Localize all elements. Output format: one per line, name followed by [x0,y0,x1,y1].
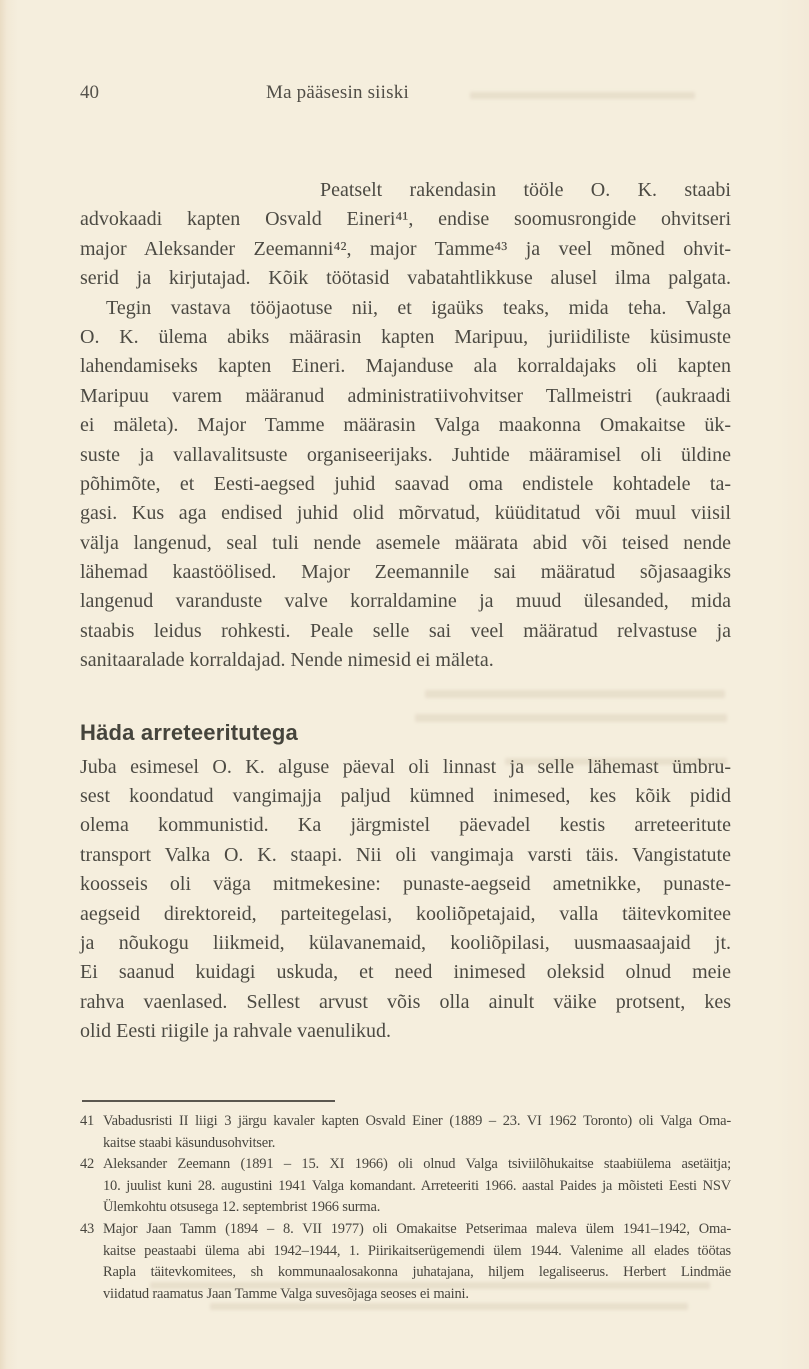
text-line: Tegin vastava tööjaotuse nii, et igaüks teaks, mida teha. Valga [106,296,731,319]
text-line: viidatud raamatus Jaan Tamme Valga suvesõjaga seoses ei maini. [103,1285,469,1302]
text-line: Rapla täitevkomitees, sh kommunaalosakonna juhatajana, hiljem legaliseerus. Herbert Lindmäe [103,1264,731,1281]
text-line: staabis leidus rohkesti. Peale selle sai veel määratud relvastuse ja [80,619,731,642]
page-number: 40 [80,82,99,103]
text-line: 10. juulist kuni 28. augustini 1941 Valga komandant. Arreteeriti 1966. aastal Paides ja mõisteti Eesti NSV [103,1177,731,1194]
text-line: kaitse peastaabi ülema abi 1942–1944, 1. Piirikaitserügemendi ülem 1944. Valenime all elades töötas [103,1242,731,1259]
paragraph-work-division [80,294,731,676]
text-line: Major Jaan Tamm (1894 – 8. VII 1977) oli Omakaitse Petserimaa maleva ülem 1941–1942, Oma- [103,1220,731,1237]
text-line: O. K. ülema abiks määrasin kapten Maripuu, juriidiliste küsimuste [80,325,731,348]
paragraph-arrests [80,753,731,1047]
text-line: gasi. Kus aga endised juhid olid mõrvatud, küüditatud või muul viisil [80,502,731,525]
text-line: kaitse staabi käsundusohvitser. [103,1134,276,1151]
text-line: major Aleksander Zeemanni⁴², major Tamme⁴³ ja veel mõned ohvit- [80,237,731,260]
text-line: Vabadusristi II liigi 3 järgu kavaler kapten Osvald Einer (1889 – 23. VI 1962 Toronto) oli Valga Oma- [103,1113,731,1129]
text-line: advokaadi kapten Osvald Eineri⁴¹, endise soomusrongide ohvitseri [80,208,731,231]
text-line: Maripuu varem määranud administratiivohvitser Tallmeistri (aukraadi [80,384,731,407]
text-line: sest koondatud vangimajja paljud kümned inimesed, kes kõik pidid [80,785,731,808]
text-line: lähemad kaastöölised. Major Zeemannile sai määratud sõjasaagiks [80,561,731,584]
text-line: olid Eesti riigile ja rahvale vaenulikud. [80,1020,392,1043]
text-line: Aleksander Zeemann (1891 – 15. XI 1966) oli olnud Valga tsiviilõhukaitse staabiülema asetäitja; [103,1156,731,1173]
footnotes [80,1111,731,1305]
text-line: lahendamiseks kapten Eineri. Majanduse ala korraldajaks oli kapten [80,355,731,378]
text-line: suste ja vallavalitsuste organiseerijaks. Juhtide määramisel oli üldine [80,443,731,466]
text-line: sanitaaralade korraldajad. Nende nimesid ei mäleta. [80,649,494,672]
text-line: olema kommunistid. Ka järgmistel päevadel kestis arreteeritute [80,814,731,837]
text-line: aegseid direktoreid, parteitegelasi, kooliõpetajaid, valla täitevkomitee [80,902,731,925]
text-line: Peatselt rakendasin tööle O. K. staabi [320,179,731,201]
text-line: Juba esimesel O. K. alguse päeval oli linnast ja selle lähemast ümbru- [80,755,731,778]
paragraph-opening [80,176,731,294]
text-line: Ülemkohtu otsusega 12. septembrist 1966 surma. [103,1199,381,1216]
text-line: koosseis oli väga mitmekesine: punaste-aegseid ametnikke, punaste- [80,873,731,896]
body-text [80,176,731,1047]
text-line: langenud varanduste valve korraldamine ja muud ülesanded, mida [80,590,731,613]
text-line: ei mäleta). Major Tamme määrasin Valga maakonna Omakaitse ük- [80,414,731,437]
text-line: serid ja kirjutajad. Kõik töötasid vabatahtlikkuse alusel ilma palgata. [80,267,731,290]
footnote-text [103,1154,731,1219]
footnote-number: 43 [80,1220,95,1237]
text-line: ja nõukogu liikmeid, külavanemaid, kooliõpilasi, uusmaasaajaid jt. [80,931,731,954]
text-line: rahva vaenlased. Sellest arvust võis olla ainult väike protsent, kes [80,990,731,1013]
footnote-text [103,1111,731,1154]
footnote-separator-rule [82,1100,335,1102]
section-heading: Häda arreteeritutega [80,719,298,745]
footnote [80,1111,731,1154]
page-header [80,82,731,106]
footnote-text [103,1219,731,1305]
running-title: Ma pääsesin siiski [266,82,409,103]
footnote [80,1154,731,1219]
text-line: põhimõte, et Eesti-aegsed juhid saavad oma endistele kohtadele ta- [80,472,731,495]
text-line: Ei saanud kuidagi uskuda, et need inimesed oleksid olnud meie [80,961,731,984]
footnote [80,1219,731,1305]
text-line: transport Valka O. K. staapi. Nii oli vangimaja varsti täis. Vangistatute [80,843,731,866]
footnote-number: 42 [80,1156,95,1173]
text-line: välja langenud, seal tuli nende asemele määrata abid või teised nende [80,531,731,554]
footnote-number: 41 [80,1113,95,1129]
